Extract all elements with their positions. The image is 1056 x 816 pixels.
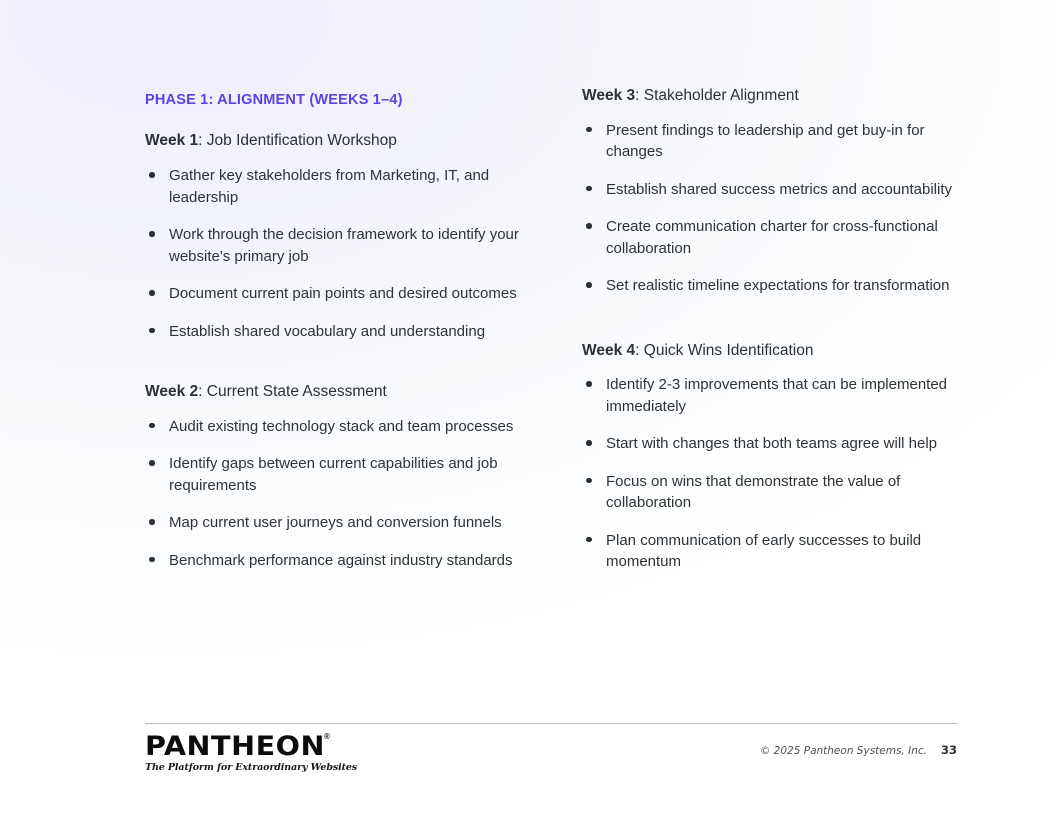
list-item-text: Gather key stakeholders from Marketing, IT, and leadership: [169, 167, 490, 206]
list-item-text: Establish shared vocabulary and understanding: [169, 322, 486, 340]
logo-tagline: The Platform for Extraordinary Websites: [145, 762, 358, 773]
bullet-dot-icon: [586, 186, 592, 192]
bullet-dot-icon: [586, 381, 592, 387]
week-title: [582, 341, 959, 362]
list-item-text: Focus on wins that demonstrate the value of collaboration: [606, 472, 901, 512]
bullet-dot-icon: [586, 440, 592, 446]
left-column: [145, 92, 522, 613]
bullet-dot-icon: [586, 478, 592, 484]
list-item: [582, 530, 959, 573]
bullet-list: [145, 416, 522, 571]
right-column: [582, 86, 959, 613]
list-item: [145, 416, 522, 437]
list-item-text: Plan communication of early successes to build momentum: [606, 531, 922, 571]
page-number: 33: [940, 743, 957, 757]
bullet-dot-icon: [149, 328, 155, 334]
bullet-dot-icon: [586, 537, 592, 543]
list-item-text: Identify gaps between current capabilities and job requirements: [169, 455, 498, 494]
bullet-list: [582, 120, 959, 297]
list-item: [145, 321, 522, 342]
week-separator: :: [635, 87, 640, 104]
week-label: Week 4: [582, 341, 636, 359]
bullet-dot-icon: [149, 519, 155, 525]
list-item-text: Create communication charter for cross-functional collaboration: [606, 218, 938, 257]
bullet-dot-icon: [149, 290, 155, 296]
list-item: [582, 120, 959, 163]
list-item: [582, 471, 959, 514]
list-item: [582, 179, 959, 200]
slide-content: [145, 87, 960, 613]
list-item: [145, 550, 522, 571]
week-block: [145, 131, 522, 342]
bullet-dot-icon: [149, 231, 155, 237]
bullet-dot-icon: [149, 423, 155, 429]
list-item: [145, 453, 522, 496]
registered-trademark-icon: ®: [324, 732, 330, 741]
logo-wordmark: PANTHEON: [145, 731, 326, 762]
week-title: [582, 86, 959, 107]
phase-heading: PHASE 1: ALIGNMENT (WEEKS 1–4): [145, 92, 403, 108]
copyright-text: © 2025 Pantheon Systems, Inc.: [759, 745, 927, 757]
week-title: [145, 382, 522, 403]
list-item-text: Present findings to leadership and get buy-in for changes: [606, 121, 925, 161]
week-title-text: Current State Assessment: [206, 382, 387, 400]
list-item-text: Audit existing technology stack and team processes: [169, 417, 514, 435]
week-title-text: Stakeholder Alignment: [643, 87, 799, 104]
list-item: [145, 283, 522, 304]
list-item-text: Document current pain points and desired outcomes: [169, 285, 517, 303]
list-item-text: Start with changes that both teams agree will help: [606, 435, 938, 453]
list-item-text: Set realistic timeline expectations for transformation: [606, 277, 950, 295]
list-item-text: Identify 2-3 improvements that can be implemented immediately: [606, 376, 948, 415]
footer-meta: [760, 743, 957, 757]
list-item: [145, 224, 522, 267]
bullet-list: [145, 165, 522, 342]
list-item: [582, 433, 959, 454]
bullet-dot-icon: [149, 172, 155, 178]
week-separator: :: [635, 341, 640, 359]
list-item: [582, 216, 959, 259]
list-item: [582, 275, 959, 296]
week-block: [145, 382, 522, 571]
week-separator: :: [198, 382, 203, 400]
week-block: [582, 341, 959, 573]
pantheon-logo: [145, 731, 358, 773]
week-block: [582, 86, 959, 297]
list-item-text: Map current user journeys and conversion funnels: [169, 514, 502, 532]
bullet-dot-icon: [149, 460, 155, 466]
footer-divider: [145, 723, 957, 724]
list-item-text: Establish shared success metrics and accountability: [606, 180, 952, 198]
bullet-dot-icon: [586, 223, 592, 229]
week-title-text: Job Identification Workshop: [206, 132, 397, 150]
list-item: [145, 165, 522, 208]
list-item-text: Benchmark performance against industry standards: [169, 551, 513, 569]
list-item-text: Work through the decision framework to identify your website's primary job: [169, 226, 519, 265]
week-separator: :: [198, 132, 203, 150]
bullet-dot-icon: [586, 282, 592, 288]
week-label: Week 2: [145, 382, 199, 400]
bullet-dot-icon: [586, 127, 592, 133]
list-item: [145, 512, 522, 533]
week-title-text: Quick Wins Identification: [643, 341, 814, 359]
week-label: Week 1: [145, 132, 199, 150]
list-item: [582, 374, 959, 417]
bullet-dot-icon: [149, 557, 155, 563]
week-label: Week 3: [582, 87, 636, 104]
week-title: [145, 131, 522, 152]
bullet-list: [582, 374, 959, 572]
